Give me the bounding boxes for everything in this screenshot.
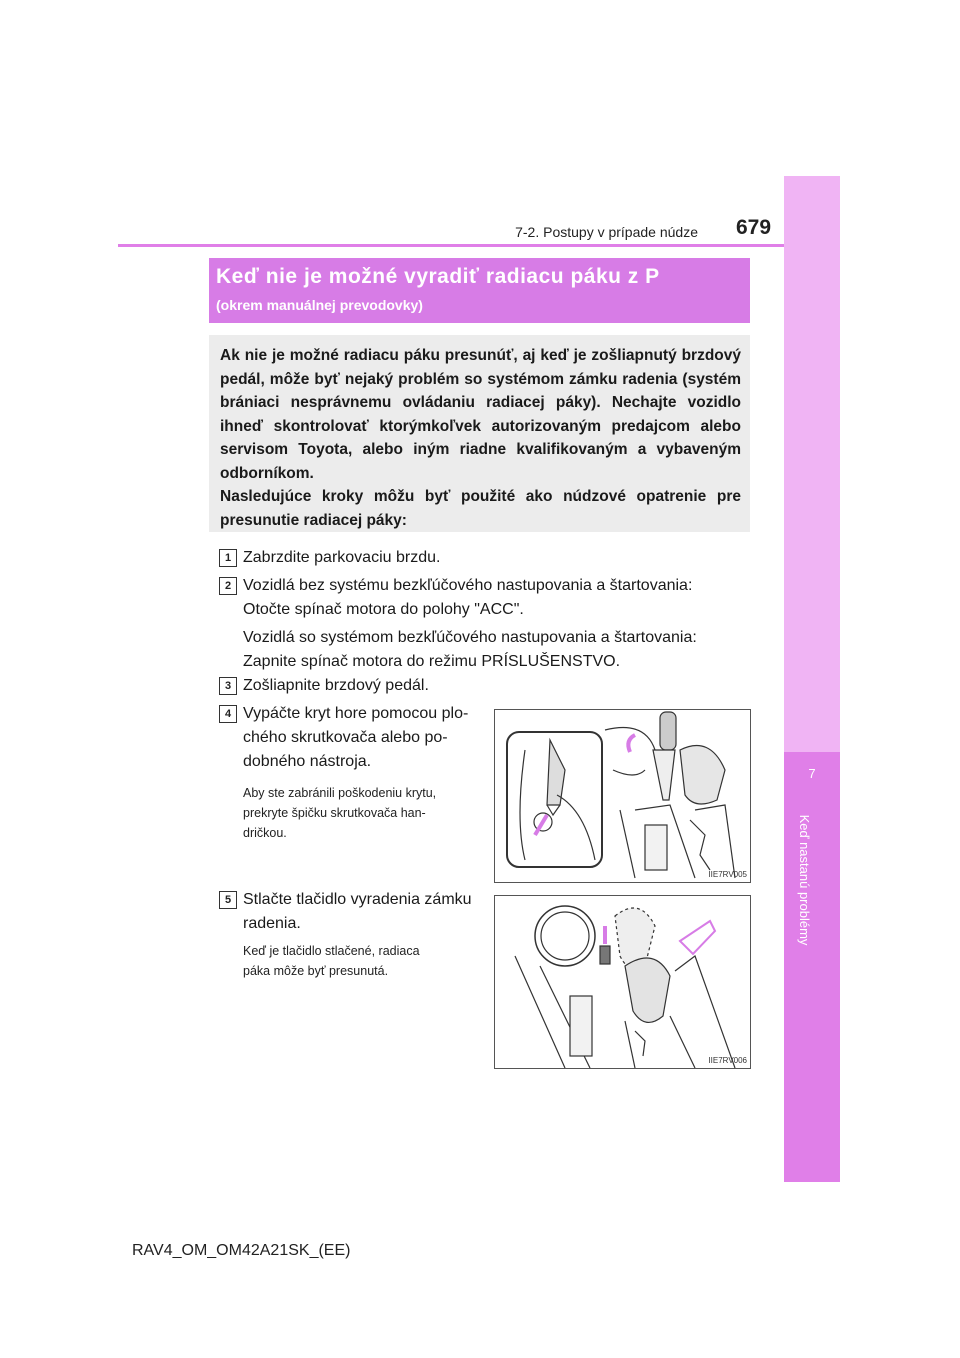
step-text: radenia. [243,915,301,932]
step-note: Keď je tlačidlo stlačené, radiaca [243,944,420,958]
header-divider [118,244,784,247]
step-number: 1 [219,549,237,567]
step-text: Vozidlá so systémom bezkľúčového nastupovania a štartovania: [243,629,697,646]
step-note: dričkou. [243,826,287,840]
step-text: dobného nástroja. [243,753,372,770]
step-text: chého skrutkovača alebo po- [243,729,448,746]
intro-paragraph: Ak nie je možné radiacu páku presunúť, aj keď je zošliapnutý brzdový pedál, môže byť nejaký problém so systémom zámku radenia (systém brániaci nesprávnemu ovládaniu radiacej páky). Nechajte vozidlo ihneď skontrolovať ktorýmkoľvek autorizovaným predajcom alebo servisom Toyota, alebo iným riadne kvalifikovaným a vybaveným odborníkom. [220,347,741,482]
step-text: Zošliapnite brzdový pedál. [243,677,429,694]
page-number: 679 [736,216,772,239]
step-text: Vozidlá bez systému bezkľúčového nastupovania a štartovania: [243,577,693,594]
figure-shift-lock-release [494,895,751,1069]
header-section-title: 7-2. Postupy v prípade núdze [515,224,698,240]
intro-paragraph: Nasledujúce kroky môžu byť použité ako núdzové opatrenie pre presunutie radiacej páky: [220,488,741,529]
document-code: RAV4_OM_OM42A21SK_(EE) [132,1242,351,1259]
step-note: Aby ste zabránili poškodeniu krytu, [243,786,437,800]
section-subtitle: (okrem manuálnej prevodovky) [216,297,423,313]
step-note: prekryte špičku skrutkovača han- [243,806,426,820]
step-text: Zabrzdite parkovaciu brzdu. [243,549,441,566]
intro-box [209,335,750,532]
shift-lock-release-illustration [495,896,750,1068]
figure-code: IIE7RV006 [708,1056,747,1065]
step-text: Otočte spínač motora do polohy "ACC". [243,601,524,618]
step-number: 5 [219,891,237,909]
step-number: 3 [219,677,237,695]
step-note: páka môže byť presunutá. [243,964,389,978]
step-text: Stlačte tlačidlo vyradenia zámku [243,891,472,908]
shift-lever-cover-illustration [495,710,750,882]
step-text: Vypáčte kryt hore pomocou plo- [243,705,469,722]
figure-code: IIE7RV005 [708,870,747,879]
step-text: Zapnite spínač motora do režimu PRÍSLUŠENSTVO. [243,653,621,670]
step-number: 4 [219,705,237,723]
section-title: Keď nie je možné vyradiť radiacu páku z P [216,265,660,288]
figure-shift-cover-removal [494,709,751,883]
chapter-number: 7 [808,766,816,781]
chapter-tab-active [784,752,840,1182]
step-number: 2 [219,577,237,595]
chapter-title: Keď nastanú problémy [797,814,812,946]
